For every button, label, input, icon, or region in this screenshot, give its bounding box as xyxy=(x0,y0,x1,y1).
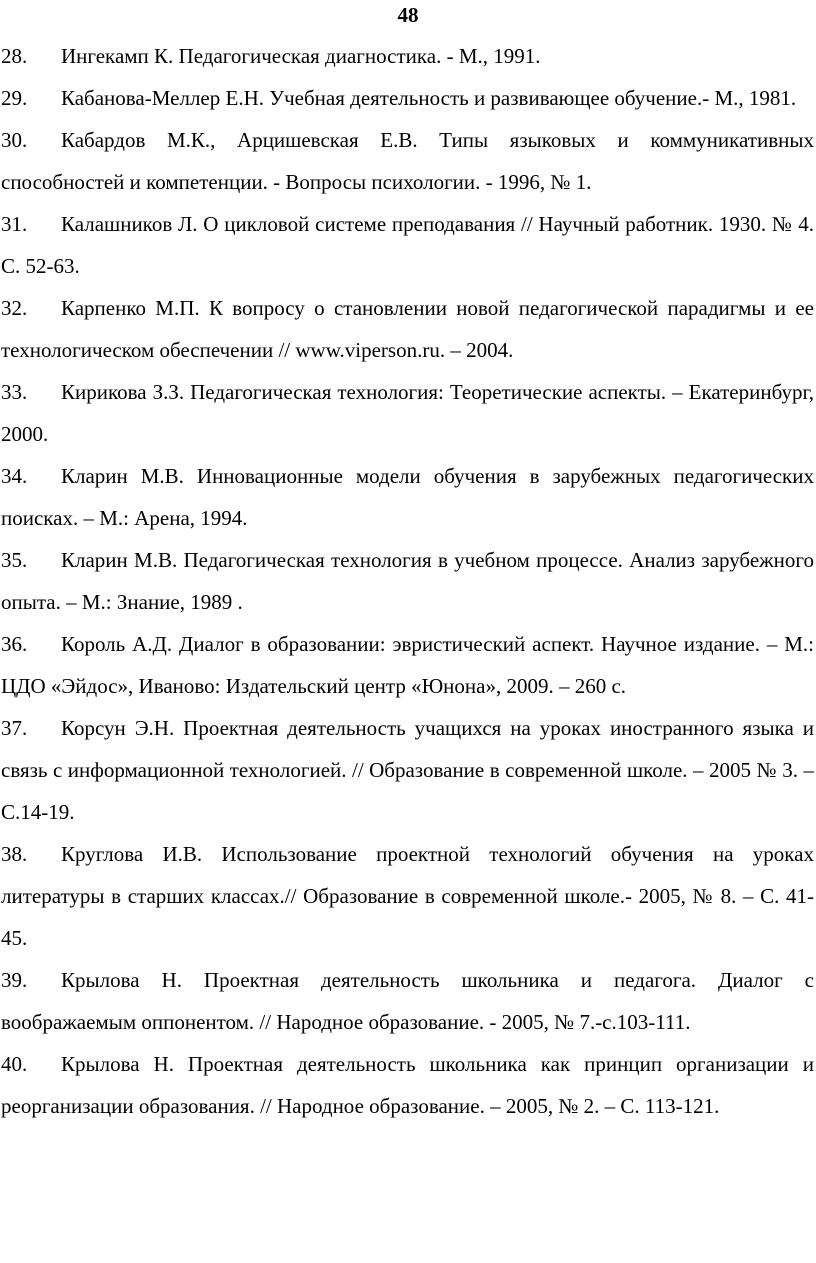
reference-text: Кларин М.В. Педагогическая технология в учебном процессе. Анализ зарубежного опыта. – М.: Знание, 1989 . xyxy=(1,548,814,614)
reference-item xyxy=(1,539,814,623)
reference-item xyxy=(1,959,814,1043)
reference-number: 32. xyxy=(1,296,28,320)
reference-item xyxy=(1,287,814,371)
reference-number: 33. xyxy=(1,380,28,404)
reference-number: 35. xyxy=(1,548,28,572)
reference-item xyxy=(1,623,814,707)
reference-text: Король А.Д. Диалог в образовании: эвристический аспект. Научное издание. – М.: ЦДО «Эйдос», Иваново: Издательский центр «Юнона», 2009. – 260 с. xyxy=(1,632,814,698)
reference-number: 30. xyxy=(1,128,28,152)
reference-number: 36. xyxy=(1,632,28,656)
reference-number: 31. xyxy=(1,212,28,236)
reference-item xyxy=(1,119,814,203)
reference-number: 39. xyxy=(1,968,28,992)
reference-text: Калашников Л. О цикловой системе преподавания // Научный работник. 1930. № 4. С. 52-63. xyxy=(1,212,814,278)
reference-number: 29. xyxy=(1,86,28,110)
reference-number: 37. xyxy=(1,716,28,740)
page-number: 48 xyxy=(397,3,419,27)
reference-number: 28. xyxy=(1,44,28,68)
reference-text: Крылова Н. Проектная деятельность школьника и педагога. Диалог с воображаемым оппонентом. // Народное образование. - 2005, № 7.-с.103-111. xyxy=(1,968,814,1034)
reference-text: Ингекамп К. Педагогическая диагностика. - М., 1991. xyxy=(61,44,541,68)
reference-item xyxy=(1,77,814,119)
reference-list xyxy=(1,35,814,1127)
reference-item xyxy=(1,1043,814,1127)
reference-item xyxy=(1,35,814,77)
reference-item xyxy=(1,707,814,833)
reference-text: Круглова И.В. Использование проектной технологий обучения на уроках литературы в старших классах.// Образование в современной школе.- 2005, № 8. – С. 41-45. xyxy=(1,842,814,950)
reference-item xyxy=(1,371,814,455)
reference-text: Кабанова-Меллер Е.Н. Учебная деятельность и развивающее обучение.- М., 1981. xyxy=(61,86,797,110)
reference-item xyxy=(1,203,814,287)
reference-text: Кирикова З.З. Педагогическая технология: Теоретические аспекты. – Екатеринбург, 2000. xyxy=(1,380,814,446)
reference-text: Крылова Н. Проектная деятельность школьника как принцип организации и реорганизации образования. // Народное образование. – 2005, № 2. – С. 113-121. xyxy=(1,1052,814,1118)
reference-text: Карпенко М.П. К вопросу о становлении новой педагогической парадигмы и ее технологическом обеспечении // www.viperson.ru. – 2004. xyxy=(1,296,814,362)
reference-text: Кларин М.В. Инновационные модели обучения в зарубежных педагогических поисках. – М.: Арена, 1994. xyxy=(1,464,814,530)
reference-number: 40. xyxy=(1,1052,28,1076)
reference-text: Корсун Э.Н. Проектная деятельность учащихся на уроках иностранного языка и связь с информационной технологией. // Образование в современной школе. – 2005 № 3. – С.14-19. xyxy=(1,716,814,824)
reference-item xyxy=(1,833,814,959)
reference-number: 34. xyxy=(1,464,28,488)
reference-item xyxy=(1,455,814,539)
reference-text: Кабардов М.К., Арцишевская Е.В. Типы языковых и коммуникативных способностей и компетенции. - Вопросы психологии. - 1996, № 1. xyxy=(1,128,814,194)
reference-number: 38. xyxy=(1,842,28,866)
